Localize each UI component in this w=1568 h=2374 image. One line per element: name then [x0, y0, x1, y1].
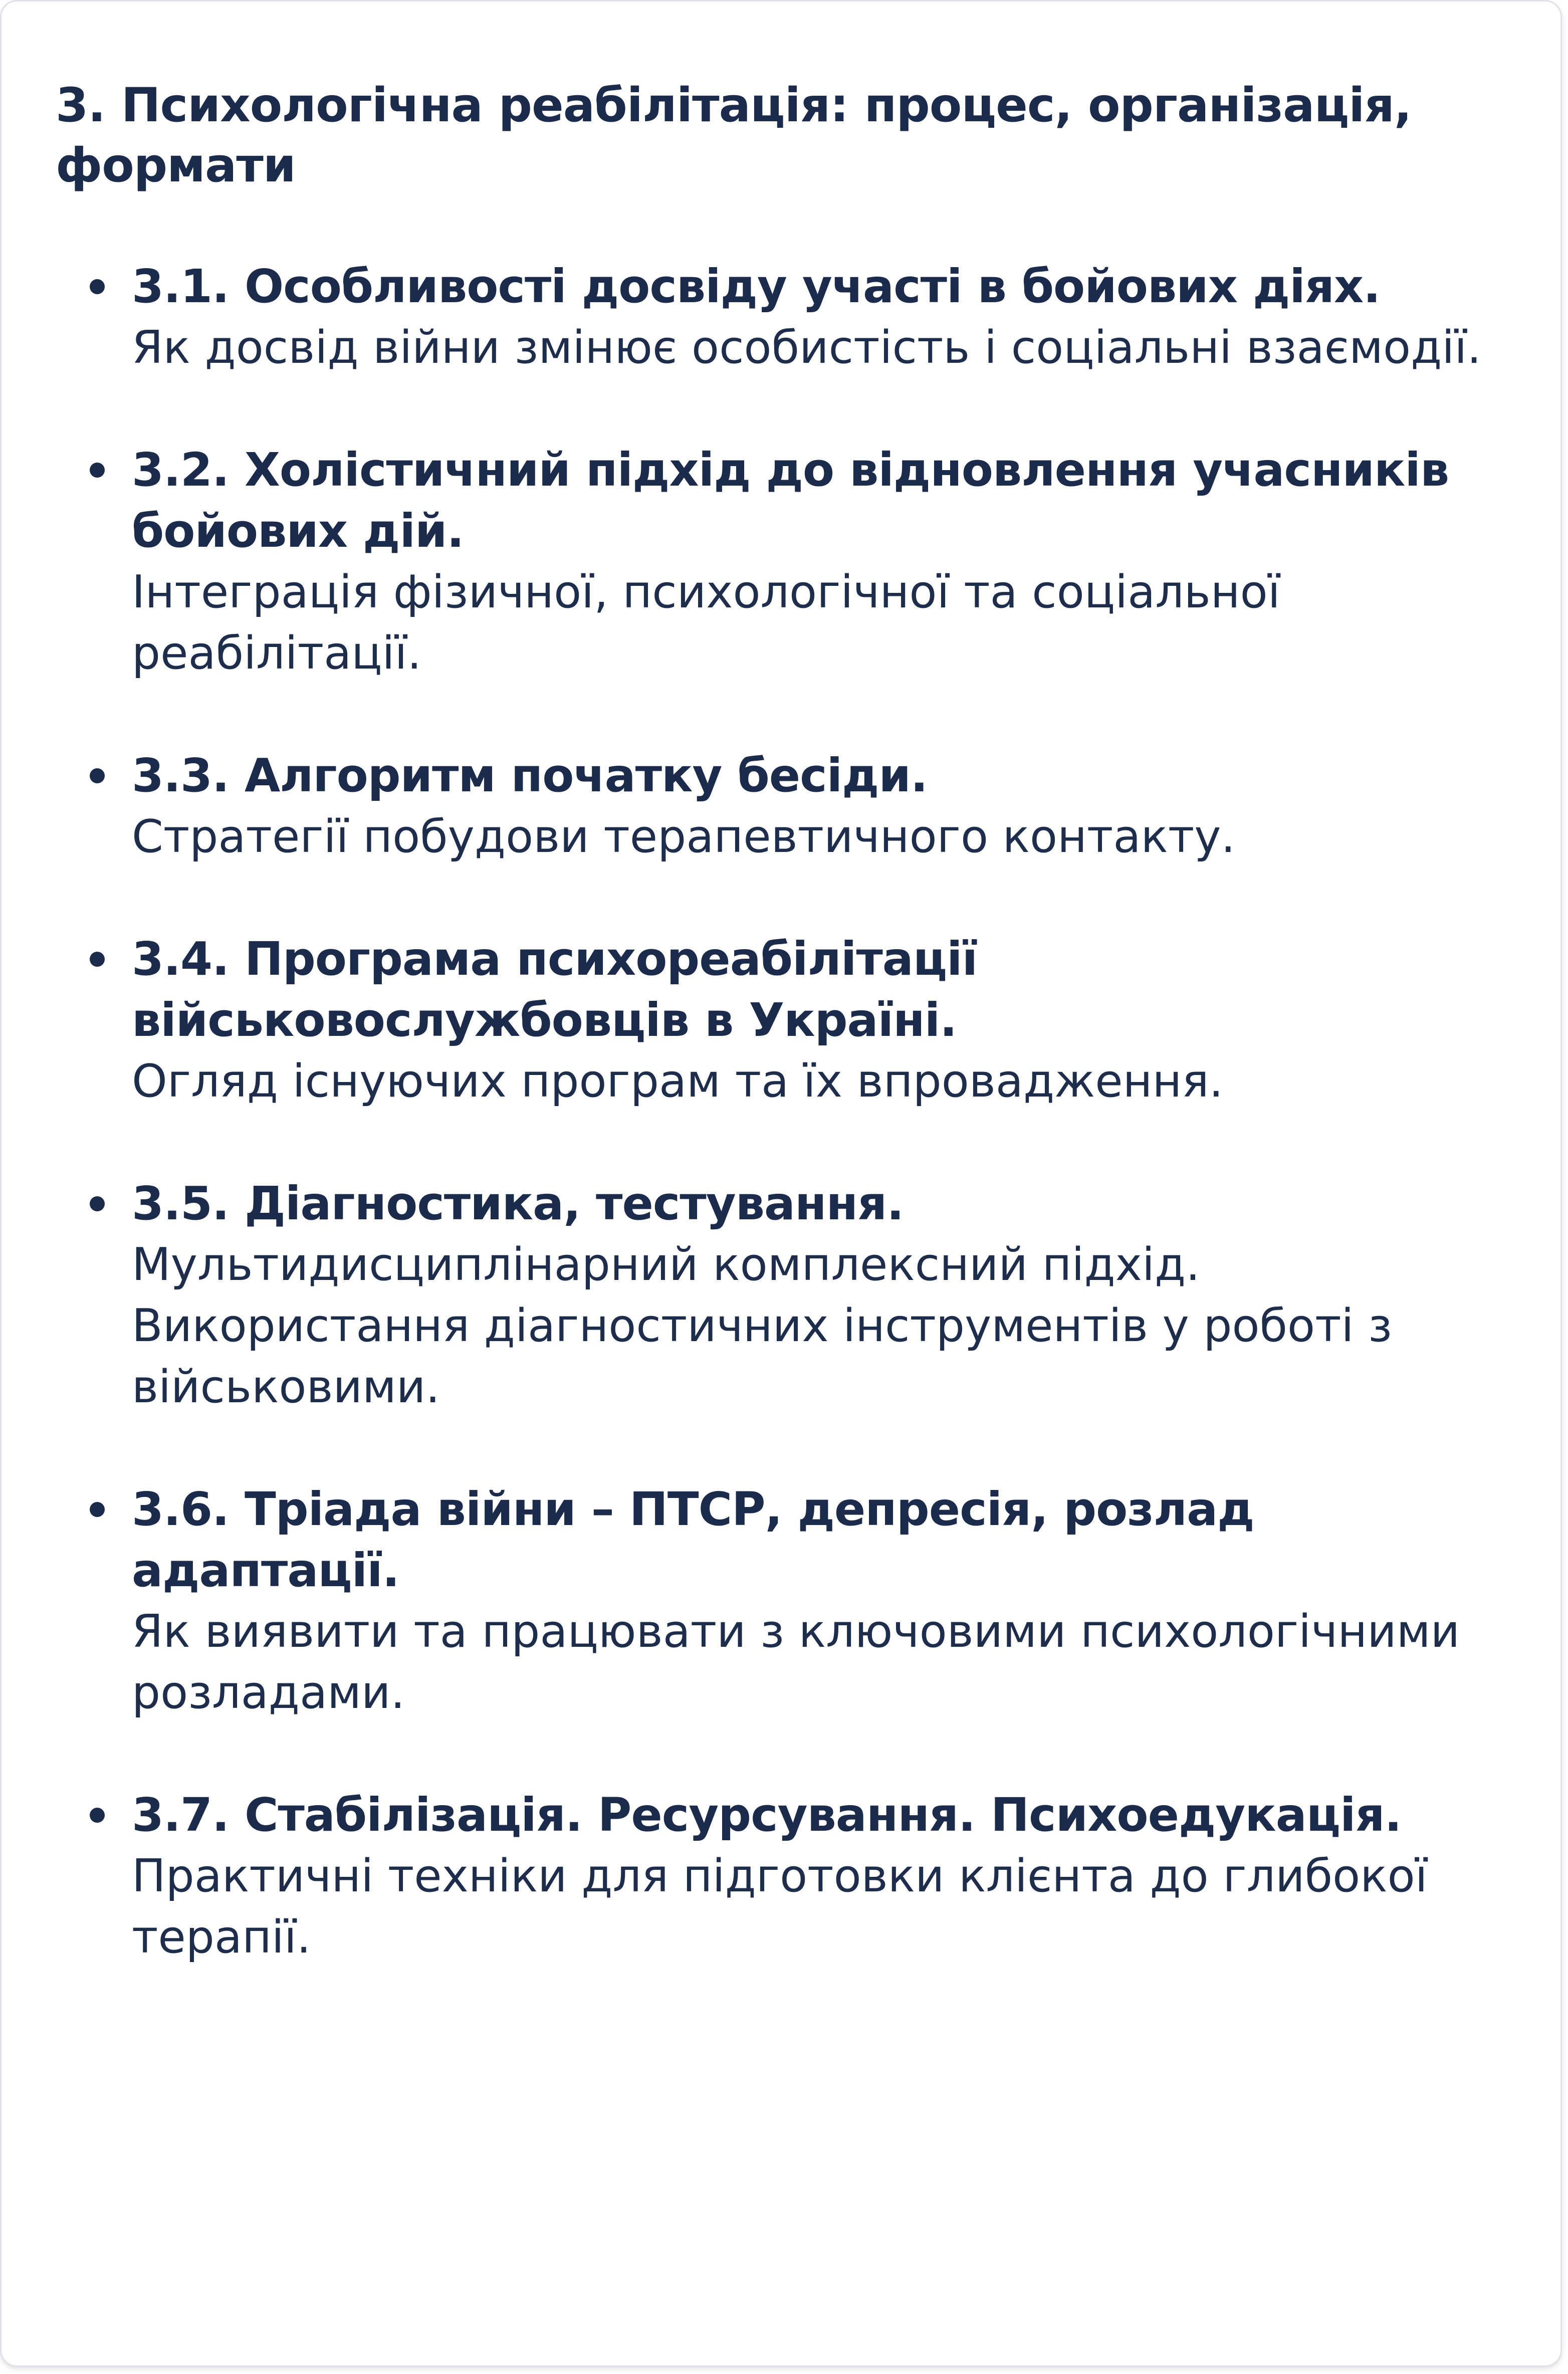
topic-list [56, 256, 1519, 1968]
topic-title: 3.6. Тріада війни – ПТСР, депресія, розлад адаптації. [132, 1482, 1254, 1597]
section-title: 3. Психологічна реабілітація: процес, організація, формати [56, 78, 1412, 193]
topic-description: Як досвід війни змінює особистість і соціальні взаємодії. [132, 321, 1481, 374]
list-item [56, 256, 1519, 378]
topic-description: Як виявити та працювати з ключовими психологічними розладами. [132, 1605, 1460, 1719]
topic-title: 3.1. Особливості досвіду участі в бойових діях. [132, 260, 1381, 313]
bullet-icon [90, 1502, 105, 1517]
topic-title: 3.5. Діагностика, тестування. [132, 1177, 904, 1230]
section-content [56, 76, 1519, 2029]
bullet-icon [90, 463, 105, 478]
bullet-icon [90, 1808, 105, 1823]
topic-title: 3.4. Програма психореабілітації військовослужбовців в Україні. [132, 932, 978, 1047]
list-item [56, 929, 1519, 1112]
topic-description: Мультидисциплінарний комплексний підхід. Використання діагностичних інструментів у роботі з військовими. [132, 1238, 1392, 1413]
list-item [56, 1173, 1519, 1418]
topic-title: 3.2. Холістичний підхід до відновлення учасників бойових дій. [132, 443, 1449, 558]
bullet-icon [90, 952, 105, 967]
topic-description: Інтеграція фізичної, психологічної та соціальної реабілітації. [132, 566, 1280, 680]
topic-title: 3.3. Алгоритм початку бесіди. [132, 749, 928, 802]
bullet-icon [90, 768, 105, 783]
bullet-icon [90, 1196, 105, 1211]
list-item [56, 440, 1519, 684]
topic-description: Практичні техніки для підготовки клієнта до глибокої терапії. [132, 1850, 1428, 1964]
list-item [56, 1479, 1519, 1723]
topic-description: Огляд існуючих програм та їх впровадження. [132, 1055, 1224, 1108]
list-item [56, 1785, 1519, 1968]
topic-description: Стратегії побудови терапевтичного контакту. [132, 810, 1236, 863]
bullet-icon [90, 279, 105, 294]
list-item [56, 745, 1519, 868]
topic-title: 3.7. Стабілізація. Ресурсування. Психоедукація. [132, 1788, 1402, 1842]
